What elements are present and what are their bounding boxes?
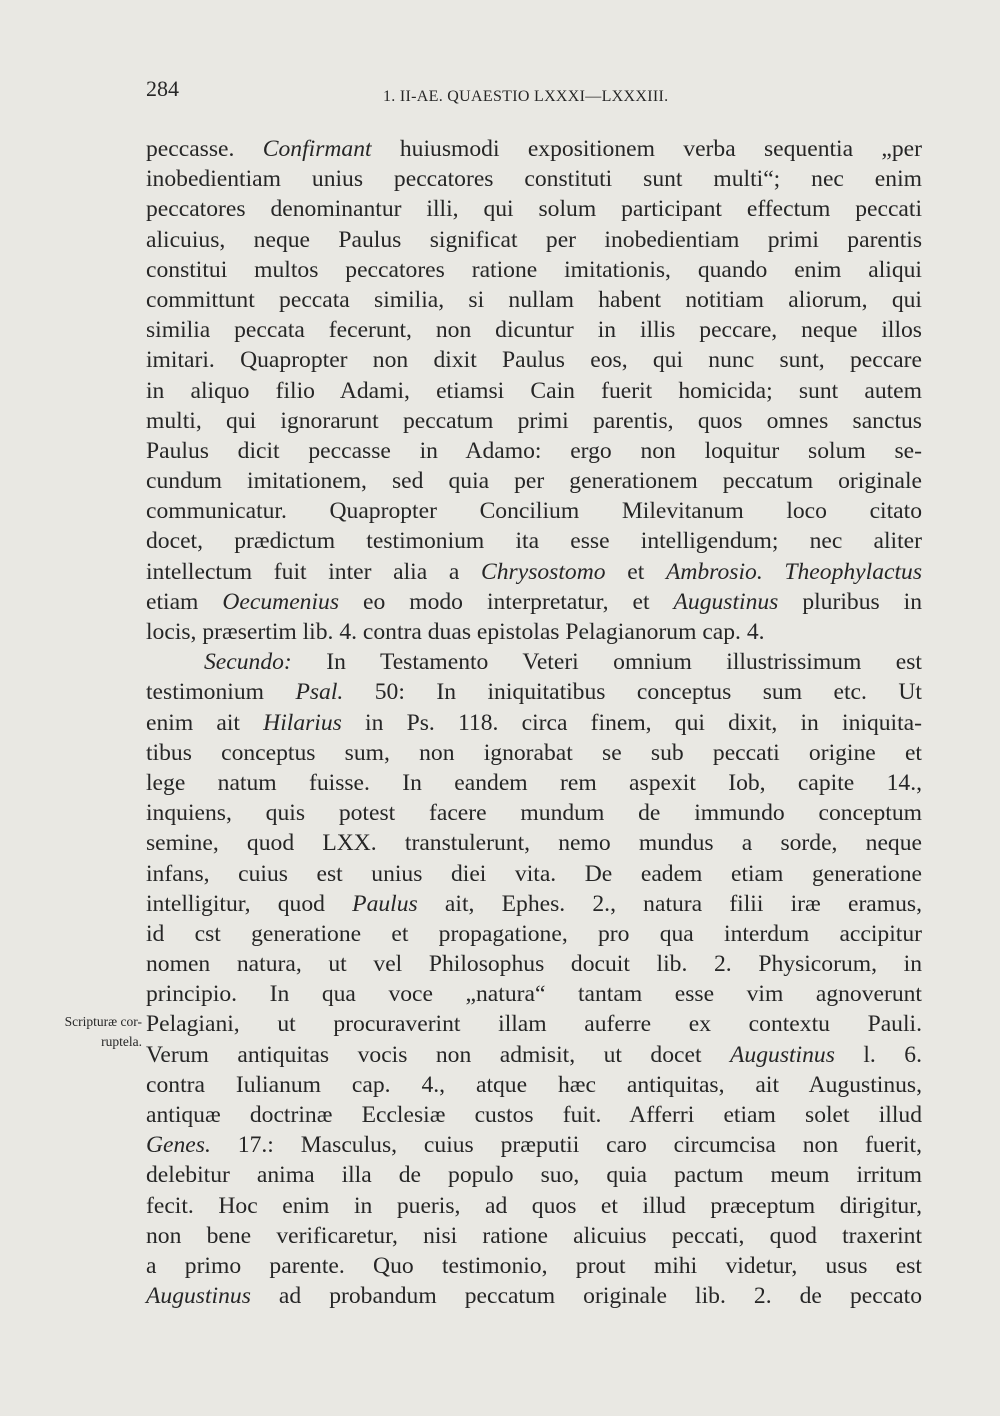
- italic-text-segment: Augustinus: [673, 588, 779, 615]
- text-line: [146, 768, 922, 798]
- text-line: [146, 466, 922, 496]
- italic-text-segment: Psal.: [295, 679, 344, 706]
- text-line: [146, 1221, 922, 1251]
- text-line: [146, 1070, 922, 1100]
- text-segment: infans, cuius est unius diei vita. De eadem etiam generatione: [146, 860, 922, 887]
- text-line: [146, 255, 922, 285]
- text-segment: committunt peccata similia, si nullam habent notitiam aliorum, qui: [146, 286, 922, 313]
- text-line: [146, 164, 922, 194]
- text-line: [146, 1130, 922, 1160]
- italic-text-segment: Hilarius: [263, 709, 342, 736]
- text-segment: contra Iulianum cap. 4., atque hæc antiquitas, ait Augustinus,: [146, 1071, 922, 1098]
- text-segment: 50: In iniquitatibus conceptus sum etc. Ut: [343, 679, 922, 706]
- text-segment: alicuius, neque Paulus significat per inobedientiam primi parentis: [146, 226, 922, 253]
- italic-text-segment: Chrysostomo: [481, 558, 606, 585]
- margin-note: [30, 1012, 142, 1052]
- text-segment: docet, prædictum testimonium ita esse intelligendum; nec aliter: [146, 528, 922, 555]
- text-line: [146, 557, 922, 587]
- text-segment: imitari. Quapropter non dixit Paulus eos, qui nunc sunt, peccare: [146, 347, 922, 374]
- text-segment: tibus conceptus sum, non ignorabat se sub peccati origine et: [146, 739, 922, 766]
- text-segment: testimonium: [146, 679, 296, 706]
- text-segment: principio. In qua voce „natura“ tantam esse vim agnoverunt: [146, 981, 922, 1008]
- text-segment: non bene verificaretur, nisi ratione alicuius peccati, quod traxerint: [146, 1222, 922, 1249]
- italic-text-segment: Augustinus: [146, 1283, 251, 1310]
- text-segment: intelligitur, quod: [146, 890, 353, 917]
- text-line: [146, 1040, 922, 1070]
- text-segment: inobedientiam unius peccatores constituti sunt multi“; nec enim: [146, 166, 922, 193]
- text-line: [146, 587, 922, 617]
- text-segment: multi, qui ignorarunt peccatum primi parentis, quos omnes sanctus: [146, 407, 922, 434]
- text-line: [146, 376, 922, 406]
- italic-text-segment: Oecumenius: [222, 588, 340, 615]
- margin-note-line: Scripturæ cor-: [64, 1014, 142, 1029]
- text-segment: in Ps. 118. circa finem, qui dixit, in iniquita-: [341, 709, 922, 736]
- text-segment: communicatur. Quapropter Concilium Milevitanum loco citato: [146, 498, 922, 525]
- text-segment: eo modo interpretatur, et: [339, 588, 674, 615]
- page-number: 284: [146, 76, 179, 101]
- text-segment: in aliquo filio Adami, etiamsi Cain fuerit homicida; sunt autem: [146, 377, 922, 404]
- text-segment: 17.: Masculus, cuius præputii caro circumcisa non fuerit,: [210, 1132, 922, 1159]
- text-line: [146, 225, 922, 255]
- text-segment: fecit. Hoc enim in pueris, ad quos et illud præceptum dirigitur,: [146, 1192, 922, 1219]
- text-line: [146, 828, 922, 858]
- text-line: [146, 496, 922, 526]
- text-segment: ait, Ephes. 2., natura filii iræ eramus,: [417, 890, 922, 917]
- text-line: [146, 708, 922, 738]
- text-segment: cundum imitationem, sed quia per generationem peccatum originale: [146, 468, 922, 495]
- text-line: [146, 1191, 922, 1221]
- text-segment: l. 6.: [834, 1041, 922, 1068]
- text-line: [146, 677, 922, 707]
- italic-text-segment: Ambrosio. Theophylactus: [665, 558, 923, 585]
- text-segment: a primo parente. Quo testimonio, prout mihi videtur, usus est: [146, 1252, 922, 1279]
- text-segment: pluribus in: [778, 588, 922, 615]
- text-line: [146, 949, 922, 979]
- text-segment: etiam: [146, 588, 223, 615]
- text-line: [146, 1009, 922, 1039]
- text-line: [146, 889, 922, 919]
- text-line: [146, 617, 922, 647]
- text-segment: huiusmodi expositionem verba sequentia „per: [371, 136, 922, 162]
- text-segment: ad probandum peccatum originale lib. 2. de peccato: [250, 1283, 922, 1310]
- text-line: [146, 436, 922, 466]
- margin-note-line: ruptela.: [101, 1034, 142, 1049]
- text-segment: intellectum fuit inter alia a: [146, 558, 482, 585]
- text-segment: In Testamento Veteri omnium illustrissimum est: [291, 649, 922, 676]
- italic-text-segment: Secundo:: [204, 649, 292, 676]
- text-line: [146, 285, 922, 315]
- body-text: [146, 134, 922, 1311]
- text-line: [146, 406, 922, 436]
- text-segment: Paulus dicit peccasse in Adamo: ergo non loquitur solum se-: [146, 437, 922, 464]
- text-segment: delebitur anima illa de populo suo, quia pactum meum irritum: [146, 1162, 922, 1189]
- italic-text-segment: Confirmant: [262, 136, 372, 162]
- italic-text-segment: Paulus: [352, 890, 418, 917]
- text-line: [146, 1251, 922, 1281]
- text-line: [146, 1281, 922, 1311]
- text-segment: Pelagiani, ut procuraverint illam auferre ex contextu Pauli.: [146, 1011, 922, 1038]
- text-segment: peccatores denominantur illi, qui solum participant effectum peccati: [146, 196, 922, 223]
- text-line: [146, 798, 922, 828]
- text-segment: enim ait: [146, 709, 264, 736]
- text-segment: id cst generatione et propagatione, pro qua interdum accipitur: [146, 920, 922, 947]
- text-line: [146, 1160, 922, 1190]
- text-line: [146, 315, 922, 345]
- text-segment: antiquæ doctrinæ Ecclesiæ custos fuit. Afferri etiam solet illud: [146, 1102, 922, 1128]
- text-segment: semine, quod LXX. transtulerunt, nemo mundus a sorde, neque: [146, 830, 922, 857]
- text-segment: lege natum fuisse. In eandem rem aspexit Iob, capite 14.,: [146, 769, 922, 796]
- italic-text-segment: Augustinus: [730, 1041, 835, 1068]
- text-segment: inquiens, quis potest facere mundum de immundo conceptum: [146, 800, 922, 827]
- italic-text-segment: Genes.: [146, 1132, 211, 1159]
- text-line: [146, 738, 922, 768]
- text-line: [146, 345, 922, 375]
- text-segment: similia peccata fecerunt, non dicuntur in illis peccare, neque illos: [146, 317, 922, 344]
- text-line: [146, 194, 922, 224]
- running-title: 1. II-AE. QUAESTIO LXXXI—LXXXIII.: [383, 88, 669, 105]
- text-segment: constitui multos peccatores ratione imitationis, quando enim aliqui: [146, 256, 922, 283]
- text-segment: locis, præsertim lib. 4. contra duas epistolas Pelagianorum cap. 4.: [146, 619, 765, 645]
- text-line: [146, 647, 922, 677]
- text-line: [146, 919, 922, 949]
- text-line: [146, 134, 922, 164]
- text-segment: peccasse.: [146, 136, 263, 162]
- text-line: [146, 859, 922, 889]
- text-line: [146, 979, 922, 1009]
- text-line: [146, 1100, 922, 1130]
- text-segment: et: [605, 558, 666, 585]
- text-segment: nomen natura, ut vel Philosophus docuit lib. 2. Physicorum, in: [146, 951, 922, 978]
- text-segment: Verum antiquitas vocis non admisit, ut docet: [146, 1041, 731, 1068]
- text-line: [146, 526, 922, 556]
